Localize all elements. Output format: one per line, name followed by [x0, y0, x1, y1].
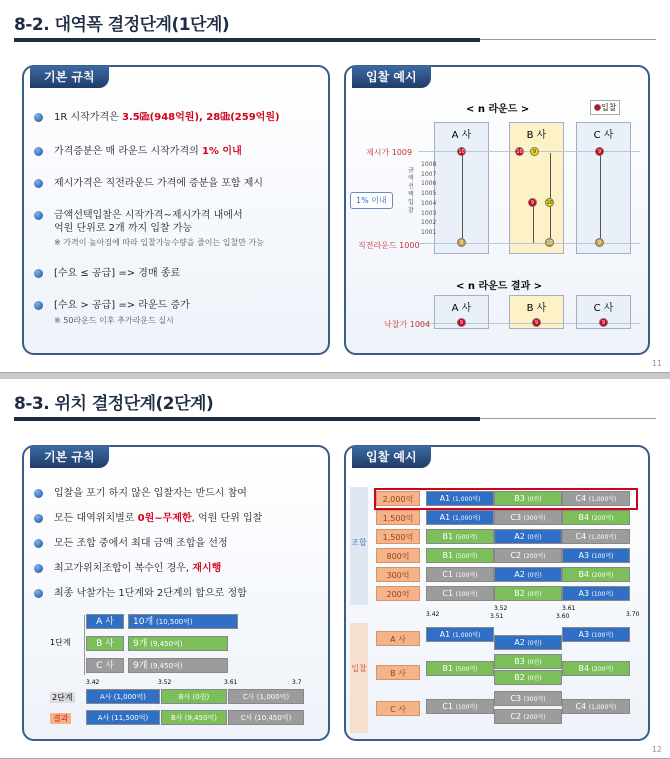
column-b: B 사 [509, 122, 564, 254]
s1-company-c: C 사 [86, 658, 124, 673]
bid-ball: 9 [595, 147, 604, 156]
result-ball: 9 [599, 318, 608, 327]
rules-panel: 기본 규칙 1R 시작가격은 3.5㎓(948억원), 28㎓(259억원) 가격증분은 매 라운드 시작가격의 1% 이내 제시가격은 직전라운드 가격에 증분을 포함 제시 금액선택입찰은 시작가격~제시가격 내에서 억원 단위로 2개 까지 입찰 가능 ※ 가격이 높아짐에 따라 입찰가능수량을 줄이는 입찰만 가능 [수요 ≤ 공급] => 경매 종료 [수요 > 공급] => 라운드 증가 ※ 50라운드 이후 추가라운드 실시 [22, 65, 330, 355]
s1-bar-c: 9개 (9,450억) [128, 658, 228, 673]
title-rule [480, 418, 656, 419]
combo-cell: C4 (1,000억) [562, 491, 630, 506]
combo-total: 1,500억 [376, 510, 420, 525]
bid-tick: 3.52 [494, 605, 508, 612]
slide-stage2 [0, 379, 670, 759]
prev-round-label: 직전라운드 1000 [358, 241, 420, 250]
combo-cell: B1 (500억) [426, 548, 494, 563]
result-column-a: A 사 [434, 295, 489, 329]
grid-line [418, 243, 640, 244]
combo-cell: A2 (0원) [494, 529, 562, 544]
bullet-icon [34, 301, 43, 310]
win-label: 낙찰가 1004 [384, 320, 431, 329]
stage1-label: 1단계 [50, 638, 71, 647]
s1-company-a: A 사 [86, 614, 124, 629]
bid-tick: 3.51 [490, 613, 504, 620]
bid-ball: 10 [546, 240, 553, 246]
bid-c2: C2 (200억) [494, 709, 562, 724]
bid-a1: A1 (1,000억) [426, 627, 494, 642]
title-rule [480, 39, 656, 40]
legend-ball-icon [594, 104, 601, 111]
bid-b2: B2 (0원) [494, 670, 562, 685]
combo-cell: B4 (200억) [562, 510, 630, 525]
title-underline [14, 417, 480, 421]
s1-company-b: B 사 [86, 636, 124, 651]
bid-ball: 10 [516, 149, 523, 155]
combo-cell: A3 (100억) [562, 548, 630, 563]
bid-a3: A3 (100억) [562, 627, 630, 642]
bullet-icon [34, 539, 43, 548]
rule-note: ※ 가격이 높아짐에 따라 입찰가능수량을 줄이는 입찰만 가능 [54, 238, 264, 247]
bracket-line [84, 615, 85, 675]
rules-tab: 기본 규칙 [30, 66, 109, 88]
bid-group-label: 입찰 [350, 623, 368, 733]
bid-line [462, 153, 463, 243]
combo-cell: C1 (100억) [426, 567, 494, 582]
combo-cell: C1 (100억) [426, 586, 494, 601]
bid-a2: A2 (0원) [494, 635, 562, 650]
bid-c1: C1 (100억) [426, 699, 494, 714]
bid-ball: 10 [546, 200, 553, 206]
bid-ball: 9 [457, 238, 466, 247]
rule-item-line2: 억원 단위로 2개 까지 입찰 가능 [54, 223, 193, 234]
grid-line [418, 151, 640, 152]
example-panel [344, 65, 650, 355]
slide-stage1 [0, 0, 670, 373]
bullet-icon [34, 489, 43, 498]
column-a: A 사 [434, 122, 489, 254]
bidder-b: B 사 [376, 665, 420, 680]
column-c: C 사 [576, 122, 631, 254]
combo-cell: A1 (1,000억) [426, 491, 494, 506]
bullet-icon [34, 211, 43, 220]
result-column-c: C 사 [576, 295, 631, 329]
bid-tick: 3.60 [556, 613, 570, 620]
bid-b1: B1 (500억) [426, 661, 494, 676]
s2-cell-c: C사 (1,000억) [228, 689, 304, 704]
combo-total: 300억 [376, 567, 420, 582]
bullet-icon [34, 514, 43, 523]
bid-ball: 9 [595, 238, 604, 247]
bid-c4: C4 (1,000억) [562, 699, 630, 714]
rules-panel: 기본 규칙 입찰을 포기 하지 않은 입찰자는 반드시 참여 모든 대역위치별로 0원~무제한, 억원 단위 입찰 모든 조합 중에서 최대 금액 조합을 선정 최고가위치조합이 복수인 경우, 재시행 최종 낙찰가는 1단계와 2단계의 합으로 정함 1단계 A 사 10개 (10,500억) B 사 9개 (9,450억) C 사 9개 (9,450억) 3.42 3.52 3.61 3.7 2단계 A사 (1,000억) B사 (0원) C사 (1,000억) 결과 A사 (11,500억) B사 (9,450억) C사 (10,450억) [22, 445, 330, 741]
percent-label: 1% 이내 [350, 192, 393, 209]
example-tab: 입찰 예시 [352, 66, 431, 88]
bullet-icon [34, 589, 43, 598]
mini-tick: 3.42 [86, 679, 100, 686]
combo-cell: B4 (200억) [562, 567, 630, 582]
result-column-b: B 사 [509, 295, 564, 329]
page-number: 12 [651, 745, 662, 754]
bid-tick: 3.70 [626, 611, 640, 618]
rule-note: ※ 50라운드 이후 추가라운드 실시 [54, 316, 174, 325]
title-underline [14, 38, 480, 42]
result-title: < n 라운드 결과 > [456, 281, 543, 292]
tick-list: 1008 1007 1006 1005 1004 1003 1002 1001 [421, 161, 437, 236]
bullet-icon [34, 147, 43, 156]
combo-total: 200억 [376, 586, 420, 601]
slide-title: 8-2. 대역폭 결정단계(1단계) [14, 15, 230, 35]
combo-total: 1,500억 [376, 529, 420, 544]
combo-cell: B3 (0원) [494, 491, 562, 506]
rules-tab: 기본 규칙 [30, 446, 109, 468]
offer-label: 제시가 1009 [366, 148, 413, 157]
bid-tick: 3.61 [562, 605, 576, 612]
example-panel [344, 445, 650, 741]
bullet-icon [34, 113, 43, 122]
combo-total: 2,000억 [376, 491, 420, 506]
page-number: 11 [651, 359, 662, 368]
combo-cell: A2 (0원) [494, 567, 562, 582]
s2-cell-b: B사 (0원) [161, 689, 227, 704]
bid-line [600, 153, 601, 243]
combo-cell: C4 (1,000억) [562, 529, 630, 544]
combo-cell: B2 (0원) [494, 586, 562, 601]
mini-tick: 3.52 [158, 679, 172, 686]
stage2-label: 2단계 [52, 693, 73, 702]
res-cell-b: B사 (9,450억) [161, 710, 227, 725]
bidder-c: C 사 [376, 701, 420, 716]
bid-ball: 9 [530, 147, 539, 156]
bullet-icon [34, 269, 43, 278]
result-label: 결과 [50, 713, 71, 724]
s1-bar-b: 9개 (9,450억) [128, 636, 228, 651]
combo-total: 800억 [376, 548, 420, 563]
s1-bar-a: 10개 (10,500억) [128, 614, 238, 629]
bid-line [533, 203, 534, 243]
combo-cell: C2 (200억) [494, 548, 562, 563]
vertical-label: 금액선택입찰 [408, 167, 414, 214]
result-ball: 9 [457, 318, 466, 327]
combo-group-label: 조합 [350, 487, 368, 605]
combo-cell: B1 (500억) [426, 529, 494, 544]
round-title: < n 라운드 > [466, 104, 530, 115]
res-cell-a: A사 (11,500억) [86, 710, 160, 725]
bid-ball: 9 [528, 198, 537, 207]
bid-b4: B4 (200억) [562, 661, 630, 676]
mini-tick: 3.61 [224, 679, 238, 686]
example-tab: 입찰 예시 [352, 446, 431, 468]
s2-cell-a: A사 (1,000억) [86, 689, 160, 704]
bid-b3: B3 (0원) [494, 654, 562, 669]
combo-cell: A3 (100억) [562, 586, 630, 601]
bid-ball: 10 [458, 149, 465, 155]
bid-c3: C3 (300억) [494, 691, 562, 706]
result-ball: 9 [532, 318, 541, 327]
mini-tick: 3.7 [292, 679, 302, 686]
slide-title: 8-3. 위치 결정단계(2단계) [14, 394, 214, 414]
bid-tick: 3.42 [426, 611, 440, 618]
res-cell-c: C사 (10,450억) [228, 710, 304, 725]
combo-cell: A1 (1,000억) [426, 510, 494, 525]
bullet-icon [34, 179, 43, 188]
combo-cell: C3 (300억) [494, 510, 562, 525]
legend: 입찰 [590, 100, 620, 115]
bidder-a: A 사 [376, 631, 420, 646]
bullet-icon [34, 564, 43, 573]
